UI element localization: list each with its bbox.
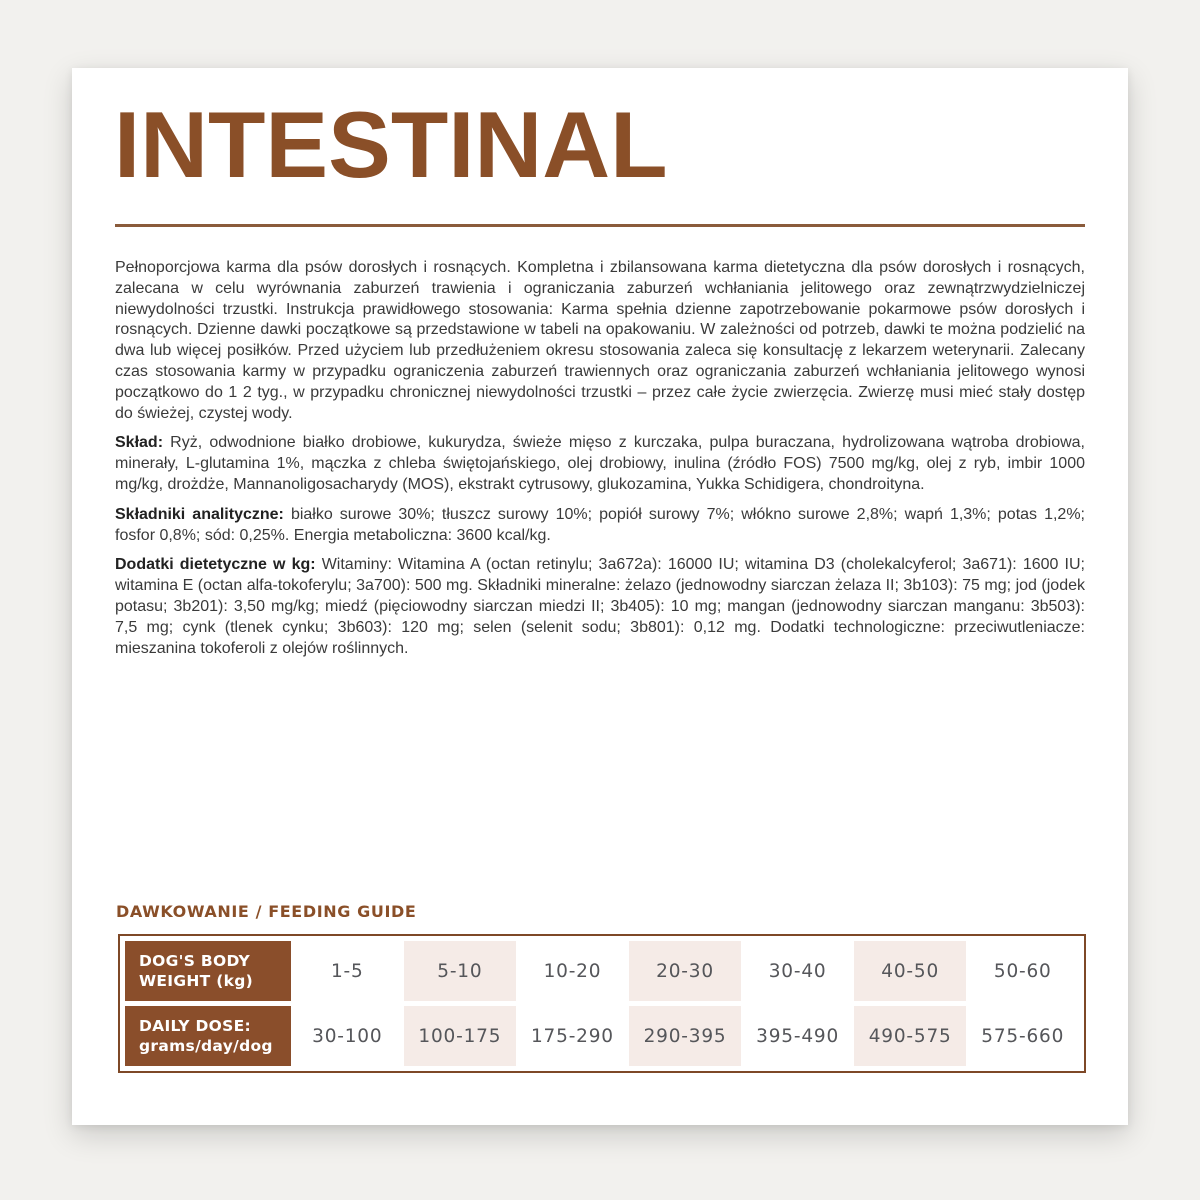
weight-cell: 20-30 xyxy=(629,941,742,1001)
composition-text: Ryż, odwodnione białko drobiowe, kukurydza, świeże mięso z kurczaka, pulpa buraczana, hydrolizowana wątroba drobiowa, minerały, L-glutamina 1%, mączka z chleba świętojańskiego, olej drobiowy, inulina (źródło FOS) 7500 mg/kg, olej z ryb, imbir 1000 mg/kg, drożdże, Mannanoligosacharydy (MOS), ekstrakt cytrusowy, glukozamina, Yukka Schidigera, chondroityna. xyxy=(115,434,1085,493)
weight-cell: 1-5 xyxy=(330,960,364,982)
description-paragraph xyxy=(115,258,1085,424)
dose-cell: 395-490 xyxy=(756,1025,840,1047)
label-card xyxy=(72,68,1128,1125)
dose-cell: 30-100 xyxy=(312,1025,383,1047)
dose-cell: 290-395 xyxy=(629,1006,742,1066)
analytical-text: białko surowe 30%; tłuszcz surowy 10%; popiół surowy 7%; włókno surowe 2,8%; wapń 1,3%; potas 1,2%; fosfor 0,8%; sód: 0,25%. Energia metaboliczna: 3600 kcal/kg. xyxy=(115,505,1086,544)
row-header-daily-dose xyxy=(125,1006,291,1066)
analytical-label: Składniki analityczne: xyxy=(115,505,284,523)
weight-cell: 30-40 xyxy=(768,960,827,982)
table-row-dose xyxy=(125,1006,1079,1066)
label-text-block xyxy=(115,258,1085,668)
additives-paragraph xyxy=(115,555,1085,659)
page-title: INTESTINAL xyxy=(114,92,668,197)
row-header-body-weight xyxy=(125,941,291,1001)
row-header-line: DAILY DOSE: xyxy=(139,1016,252,1035)
composition-label: Skład: xyxy=(115,434,164,452)
composition-paragraph xyxy=(115,433,1085,495)
title-divider xyxy=(115,224,1085,227)
feeding-guide-table xyxy=(118,934,1086,1073)
weight-cell: 10-20 xyxy=(543,960,602,982)
table-row-weight xyxy=(125,941,1079,1001)
weight-cell: 40-50 xyxy=(854,941,967,1001)
dose-cell: 575-660 xyxy=(981,1025,1065,1047)
row-header-line: WEIGHT (kg) xyxy=(139,972,253,990)
row-header-line: grams/day/dog xyxy=(139,1037,273,1055)
dose-cell: 100-175 xyxy=(404,1006,517,1066)
row-header-line: DOG'S BODY xyxy=(139,951,251,970)
description-text: Pełnoporcjowa karma dla psów dorosłych i rosnących. Kompletna i zbilansowana karma dietetyczna dla psów dorosłych i rosnących, zalecana w celu wyrównania zaburzeń trawienia i ograniczania zaburzeń wchłaniania jelitowego oraz zewnątrzwydzielniczej niewydolności trzustki. Instrukcja prawidłowego stosowania: Karma spełnia dzienne zapotrzebowanie pokarmowe psów dorosłych i rosnących. Dzienne dawki początkowe są przedstawione w tabeli na opakowaniu. W zależności od potrzeb, dawki te można podzielić na dwa lub więcej posiłków. Przed użyciem lub przedłużeniem okresu stosowania zaleca się konsultację z lekarzem weterynarii. Zalecany czas stosowania karmy w przypadku ograniczenia zaburzeń trawiennych oraz ograniczania zaburzeń wchłaniania jelitowego wynosi początkowo do 1 2 tyg., w przypadku chronicznej niewydolności trzustki – przez całe życie zwierzęcia. Zwierzę musi mieć stały dostęp do świeżej, czystej wody. xyxy=(115,259,1085,422)
dose-cell: 490-575 xyxy=(854,1006,967,1066)
additives-text: Witaminy: Witamina A (octan retinylu; 3a672a): 16000 IU; witamina D3 (cholekalcyferol; 3a671): 1600 IU; witamina E (octan alfa-tokoferylu; 3a700): 500 mg. Składniki mineralne: żelazo (jednowodny siarczan żelaza II; 3b103): 75 mg; jod (jodek potasu; 3b201): 3,50 mg/kg; miedź (pięciowodny siarczan miedzi II; 3b405): 10 mg; mangan (jednowodny siarczan manganu: 3b503): 7,5 mg; cynk (tlenek cynku; 3b603): 120 mg; selen (selenit sodu; 3b801): 0,12 mg. Dodatki technologiczne: przeciwutleniacze: mieszanina tokoferoli z olejów roślinnych. xyxy=(115,556,1086,657)
analytical-paragraph xyxy=(115,505,1085,547)
weight-cell: 5-10 xyxy=(404,941,517,1001)
dose-cell: 175-290 xyxy=(530,1025,614,1047)
feeding-guide-heading: DAWKOWANIE / FEEDING GUIDE xyxy=(116,902,417,921)
weight-cell: 50-60 xyxy=(993,960,1052,982)
additives-label: Dodatki dietetyczne w kg: xyxy=(115,556,316,574)
